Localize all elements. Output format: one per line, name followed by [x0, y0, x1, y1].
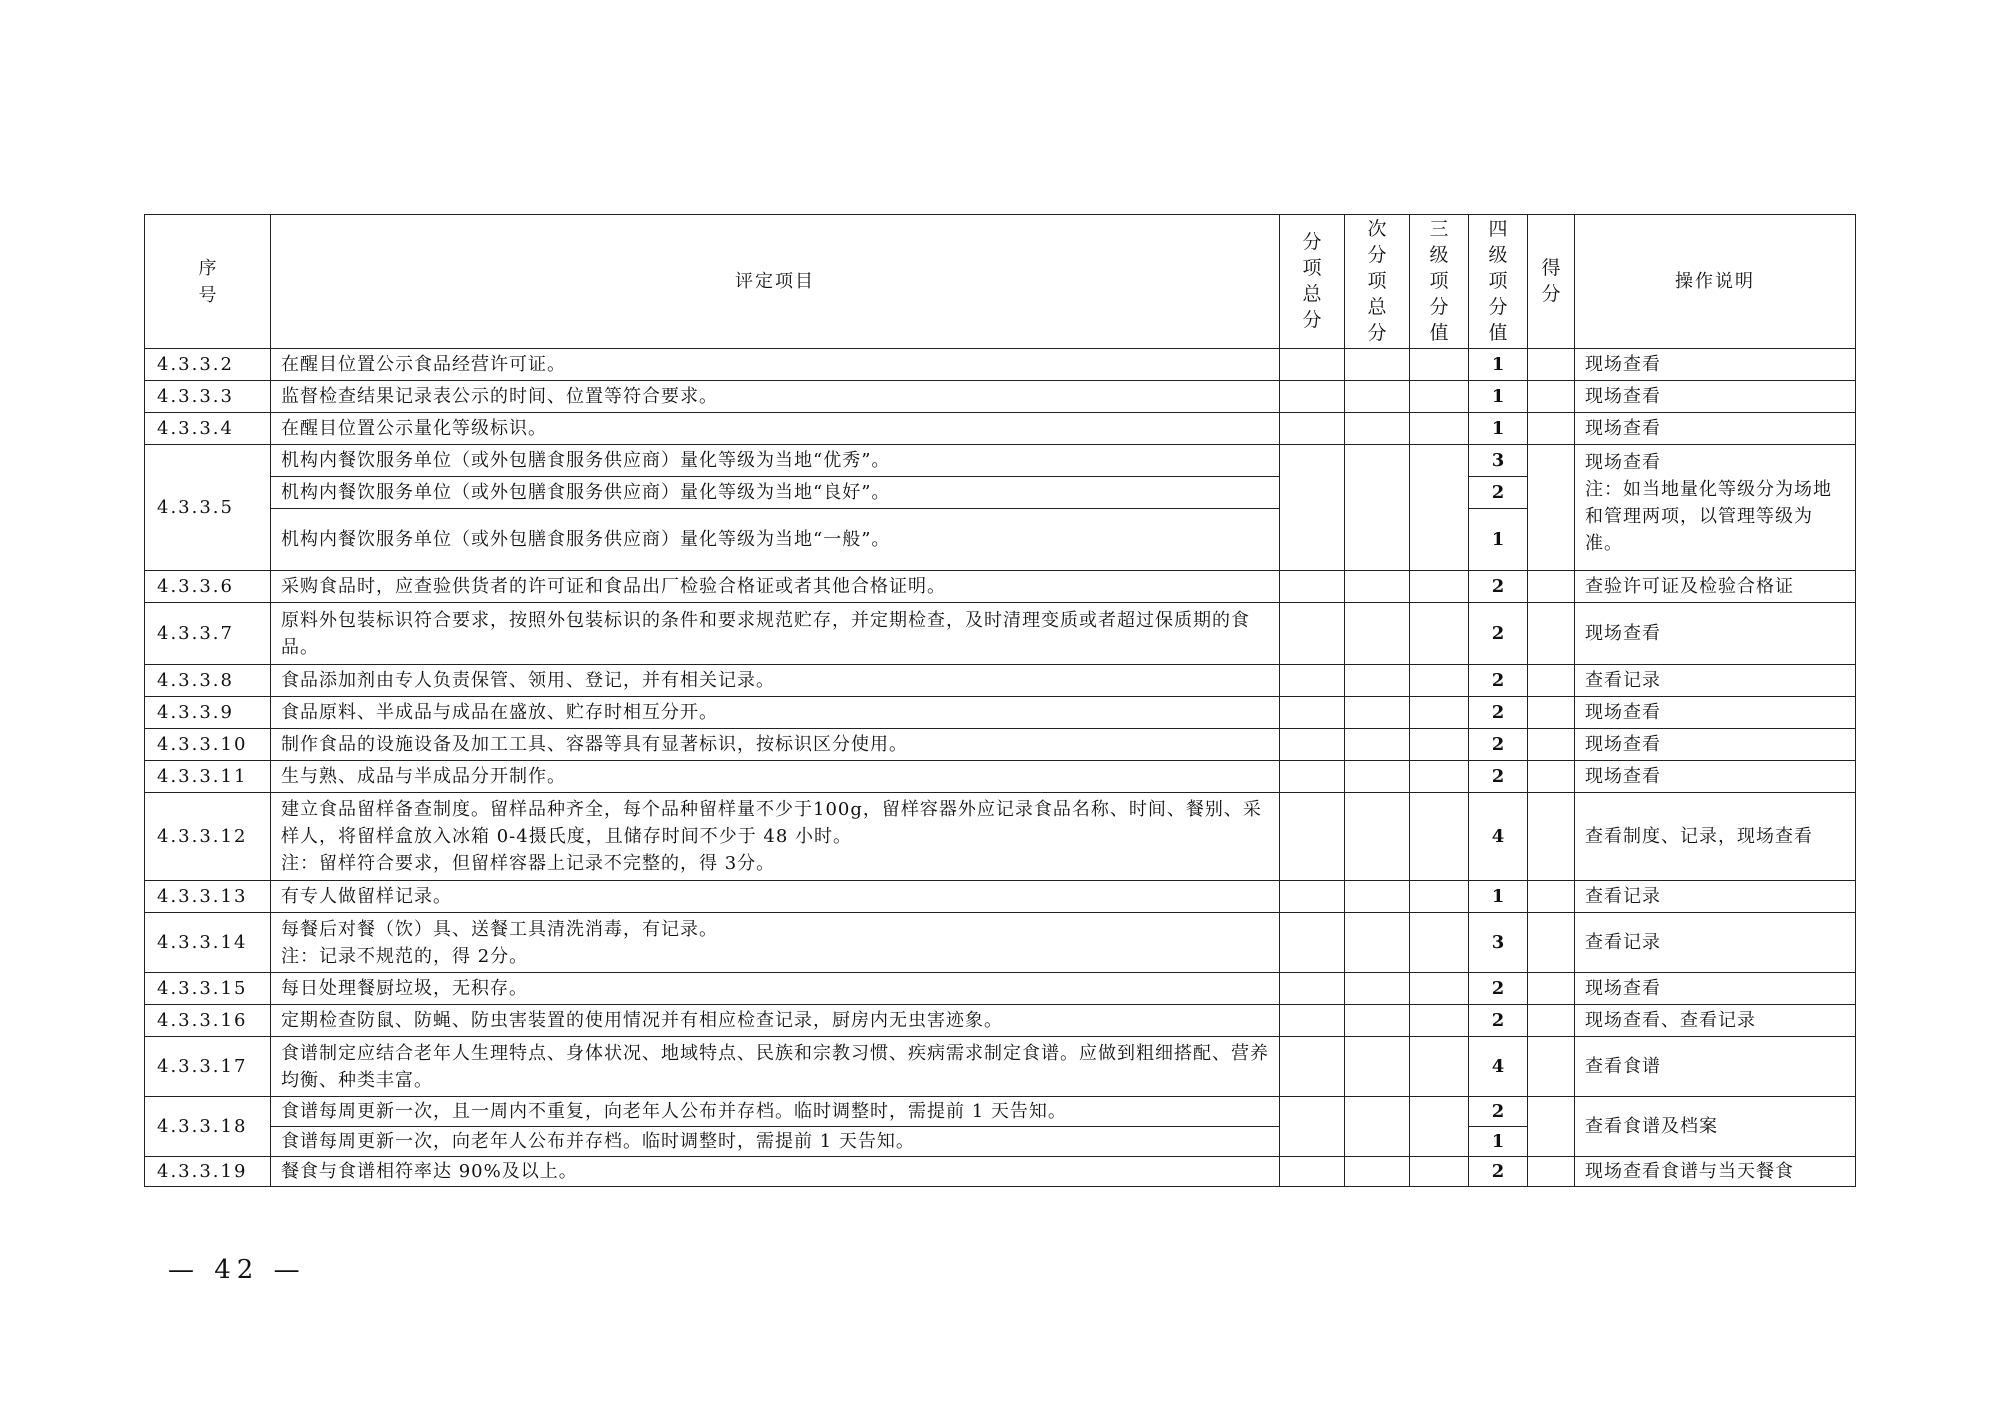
total-cell	[1280, 1037, 1345, 1097]
total-cell	[1280, 1097, 1345, 1157]
row-item: 食品添加剂由专人负责保管、领用、登记，并有相关记录。	[271, 665, 1280, 697]
row-note: 现场查看	[1575, 381, 1856, 413]
sub-total-cell	[1345, 665, 1410, 697]
sub-total-cell	[1345, 381, 1410, 413]
level4-score: 2	[1469, 729, 1528, 761]
table-row	[145, 913, 1856, 973]
score-cell	[1528, 697, 1575, 729]
table-row	[145, 1097, 1856, 1127]
sub-total-cell	[1345, 697, 1410, 729]
row-note: 查看记录	[1575, 881, 1856, 913]
level3-cell	[1410, 603, 1469, 665]
row-item: 机构内餐饮服务单位（或外包膳食服务供应商）量化等级为当地“一般”。	[271, 509, 1280, 571]
sub-total-cell	[1345, 445, 1410, 571]
level4-score: 2	[1469, 665, 1528, 697]
score-cell	[1528, 571, 1575, 603]
row-note: 现场查看 注：如当地量化等级分为场地和管理两项，以管理等级为准。	[1575, 445, 1856, 571]
header-seq: 序 号	[145, 215, 271, 349]
row-note: 现场查看	[1575, 603, 1856, 665]
row-note: 现场查看	[1575, 729, 1856, 761]
row-note: 现场查看食谱与当天餐食	[1575, 1157, 1856, 1187]
row-item: 机构内餐饮服务单位（或外包膳食服务供应商）量化等级为当地“优秀”。	[271, 445, 1280, 477]
total-cell	[1280, 445, 1345, 571]
sub-total-cell	[1345, 1005, 1410, 1037]
row-item: 建立食品留样备查制度。留样品种齐全，每个品种留样量不少于100g，留样容器外应记录食品名称、时间、餐别、采样人，将留样盒放入冰箱 0-4摄氏度，且储存时间不少于 48 小时。 注：留样符合要求，但留样容器上记录不完整的，得 3分。	[271, 793, 1280, 881]
level3-cell	[1410, 793, 1469, 881]
total-cell	[1280, 381, 1345, 413]
header-level4-cell	[1469, 215, 1528, 349]
score-cell	[1528, 761, 1575, 793]
row-item: 在醒目位置公示食品经营许可证。	[271, 349, 1280, 381]
header-sub-total: 次分项总分	[1367, 218, 1387, 344]
table-row	[145, 349, 1856, 381]
total-cell	[1280, 603, 1345, 665]
row-item: 食谱制定应结合老年人生理特点、身体状况、地域特点、民族和宗教习惯、疾病需求制定食谱。应做到粗细搭配、营养均衡、种类丰富。	[271, 1037, 1280, 1097]
table-row	[145, 571, 1856, 603]
table-row	[145, 1157, 1856, 1187]
sub-total-cell	[1345, 603, 1410, 665]
row-item: 有专人做留样记录。	[271, 881, 1280, 913]
sub-total-cell	[1345, 793, 1410, 881]
level3-cell	[1410, 729, 1469, 761]
level4-score: 2	[1469, 571, 1528, 603]
level4-score: 1	[1469, 1127, 1528, 1157]
total-cell	[1280, 413, 1345, 445]
row-seq: 4.3.3.18	[145, 1097, 271, 1157]
total-cell	[1280, 1157, 1345, 1187]
sub-total-cell	[1345, 413, 1410, 445]
level3-cell	[1410, 571, 1469, 603]
row-note: 现场查看、查看记录	[1575, 1005, 1856, 1037]
row-seq: 4.3.3.13	[145, 881, 271, 913]
score-cell	[1528, 1037, 1575, 1097]
level3-cell	[1410, 665, 1469, 697]
total-cell	[1280, 349, 1345, 381]
total-cell	[1280, 913, 1345, 973]
score-cell	[1528, 881, 1575, 913]
table-row	[145, 697, 1856, 729]
row-item: 定期检查防鼠、防蝇、防虫害装置的使用情况并有相应检查记录，厨房内无虫害迹象。	[271, 1005, 1280, 1037]
level4-score: 2	[1469, 603, 1528, 665]
evaluation-table	[144, 214, 1856, 1187]
score-cell	[1528, 445, 1575, 571]
row-item: 餐食与食谱相符率达 90%及以上。	[271, 1157, 1280, 1187]
level3-cell	[1410, 1097, 1469, 1157]
page-number: — 42 —	[168, 1255, 306, 1285]
total-cell	[1280, 571, 1345, 603]
row-item: 机构内餐饮服务单位（或外包膳食服务供应商）量化等级为当地“良好”。	[271, 477, 1280, 509]
row-note: 查看记录	[1575, 913, 1856, 973]
header-item: 评定项目	[271, 215, 1280, 349]
score-cell	[1528, 603, 1575, 665]
sub-total-cell	[1345, 1097, 1410, 1157]
row-note: 查看食谱及档案	[1575, 1097, 1856, 1157]
level4-score: 2	[1469, 761, 1528, 793]
row-seq: 4.3.3.2	[145, 349, 271, 381]
row-seq: 4.3.3.12	[145, 793, 271, 881]
level3-cell	[1410, 413, 1469, 445]
row-seq: 4.3.3.10	[145, 729, 271, 761]
header-level4: 四级项分值	[1488, 218, 1508, 344]
level4-score: 1	[1469, 881, 1528, 913]
level3-cell	[1410, 761, 1469, 793]
score-cell	[1528, 381, 1575, 413]
level3-cell	[1410, 381, 1469, 413]
row-note: 现场查看	[1575, 761, 1856, 793]
level4-score: 4	[1469, 793, 1528, 881]
total-cell	[1280, 973, 1345, 1005]
total-cell	[1280, 1005, 1345, 1037]
total-cell	[1280, 793, 1345, 881]
row-note: 查看记录	[1575, 665, 1856, 697]
header-score-cell	[1528, 215, 1575, 349]
sub-total-cell	[1345, 1157, 1410, 1187]
row-item: 食谱每周更新一次，向老年人公布并存档。临时调整时，需提前 1 天告知。	[271, 1127, 1280, 1157]
header-note: 操作说明	[1575, 215, 1856, 349]
score-cell	[1528, 665, 1575, 697]
table-row	[145, 1037, 1856, 1097]
sub-total-cell	[1345, 913, 1410, 973]
level4-score: 4	[1469, 1037, 1528, 1097]
row-seq: 4.3.3.17	[145, 1037, 271, 1097]
header-level3-cell	[1410, 215, 1469, 349]
sub-total-cell	[1345, 1037, 1410, 1097]
total-cell	[1280, 697, 1345, 729]
row-item: 原料外包装标识符合要求，按照外包装标识的条件和要求规范贮存，并定期检查，及时清理变质或者超过保质期的食品。	[271, 603, 1280, 665]
level4-score: 2	[1469, 1097, 1528, 1127]
row-item: 制作食品的设施设备及加工工具、容器等具有显著标识，按标识区分使用。	[271, 729, 1280, 761]
level4-score: 2	[1469, 1005, 1528, 1037]
row-seq: 4.3.3.3	[145, 381, 271, 413]
total-cell	[1280, 761, 1345, 793]
total-cell	[1280, 881, 1345, 913]
level3-cell	[1410, 881, 1469, 913]
table-row	[145, 381, 1856, 413]
table-row	[145, 761, 1856, 793]
row-seq: 4.3.3.11	[145, 761, 271, 793]
row-seq: 4.3.3.6	[145, 571, 271, 603]
score-cell	[1528, 413, 1575, 445]
row-item: 食谱每周更新一次，且一周内不重复，向老年人公布并存档。临时调整时，需提前 1 天告知。	[271, 1097, 1280, 1127]
score-cell	[1528, 349, 1575, 381]
header-subtotal-cell	[1345, 215, 1410, 349]
row-item: 采购食品时，应查验供货者的许可证和食品出厂检验合格证或者其他合格证明。	[271, 571, 1280, 603]
level4-score: 1	[1469, 509, 1528, 571]
level4-score: 1	[1469, 381, 1528, 413]
header-level3: 三级项分值	[1429, 218, 1449, 344]
row-item: 每餐后对餐（饮）具、送餐工具清洗消毒，有记录。 注：记录不规范的，得 2分。	[271, 913, 1280, 973]
row-item: 食品原料、半成品与成品在盛放、贮存时相互分开。	[271, 697, 1280, 729]
row-seq: 4.3.3.14	[145, 913, 271, 973]
score-cell	[1528, 973, 1575, 1005]
score-cell	[1528, 729, 1575, 761]
level4-score: 2	[1469, 697, 1528, 729]
row-note: 查验许可证及检验合格证	[1575, 571, 1856, 603]
row-seq: 4.3.3.4	[145, 413, 271, 445]
row-note: 现场查看	[1575, 349, 1856, 381]
row-seq: 4.3.3.7	[145, 603, 271, 665]
sub-total-cell	[1345, 729, 1410, 761]
row-seq: 4.3.3.16	[145, 1005, 271, 1037]
total-cell	[1280, 665, 1345, 697]
header-total: 分项总分	[1302, 231, 1322, 331]
level3-cell	[1410, 697, 1469, 729]
level3-cell	[1410, 349, 1469, 381]
sub-total-cell	[1345, 973, 1410, 1005]
level4-score: 3	[1469, 445, 1528, 477]
row-item: 监督检查结果记录表公示的时间、位置等符合要求。	[271, 381, 1280, 413]
sub-total-cell	[1345, 881, 1410, 913]
row-note: 现场查看	[1575, 413, 1856, 445]
row-item: 生与熟、成品与半成品分开制作。	[271, 761, 1280, 793]
header-total-cell	[1280, 215, 1345, 349]
level3-cell	[1410, 1037, 1469, 1097]
sub-total-cell	[1345, 761, 1410, 793]
level4-score: 1	[1469, 349, 1528, 381]
table-row	[145, 881, 1856, 913]
row-seq: 4.3.3.15	[145, 973, 271, 1005]
score-cell	[1528, 1097, 1575, 1157]
row-seq: 4.3.3.8	[145, 665, 271, 697]
score-cell	[1528, 1005, 1575, 1037]
table-row	[145, 729, 1856, 761]
level3-cell	[1410, 973, 1469, 1005]
row-note: 现场查看	[1575, 973, 1856, 1005]
level4-score: 1	[1469, 413, 1528, 445]
table-row	[145, 445, 1856, 477]
level4-score: 2	[1469, 973, 1528, 1005]
sub-total-cell	[1345, 571, 1410, 603]
table-row	[145, 413, 1856, 445]
header-score: 得分	[1541, 257, 1561, 305]
table-row	[145, 973, 1856, 1005]
table-row	[145, 793, 1856, 881]
row-note: 现场查看	[1575, 697, 1856, 729]
level3-cell	[1410, 1157, 1469, 1187]
table-header-row	[145, 215, 1856, 349]
sub-total-cell	[1345, 349, 1410, 381]
level3-cell	[1410, 1005, 1469, 1037]
row-note: 查看制度、记录，现场查看	[1575, 793, 1856, 881]
level4-score: 2	[1469, 477, 1528, 509]
table-row	[145, 1005, 1856, 1037]
score-cell	[1528, 913, 1575, 973]
row-seq: 4.3.3.5	[145, 445, 271, 571]
row-item: 每日处理餐厨垃圾，无积存。	[271, 973, 1280, 1005]
score-cell	[1528, 793, 1575, 881]
row-seq: 4.3.3.9	[145, 697, 271, 729]
table-row	[145, 603, 1856, 665]
row-seq: 4.3.3.19	[145, 1157, 271, 1187]
table-row	[145, 665, 1856, 697]
level3-cell	[1410, 445, 1469, 571]
level4-score: 3	[1469, 913, 1528, 973]
total-cell	[1280, 729, 1345, 761]
level3-cell	[1410, 913, 1469, 973]
row-note: 查看食谱	[1575, 1037, 1856, 1097]
row-item: 在醒目位置公示量化等级标识。	[271, 413, 1280, 445]
score-cell	[1528, 1157, 1575, 1187]
level4-score: 2	[1469, 1157, 1528, 1187]
